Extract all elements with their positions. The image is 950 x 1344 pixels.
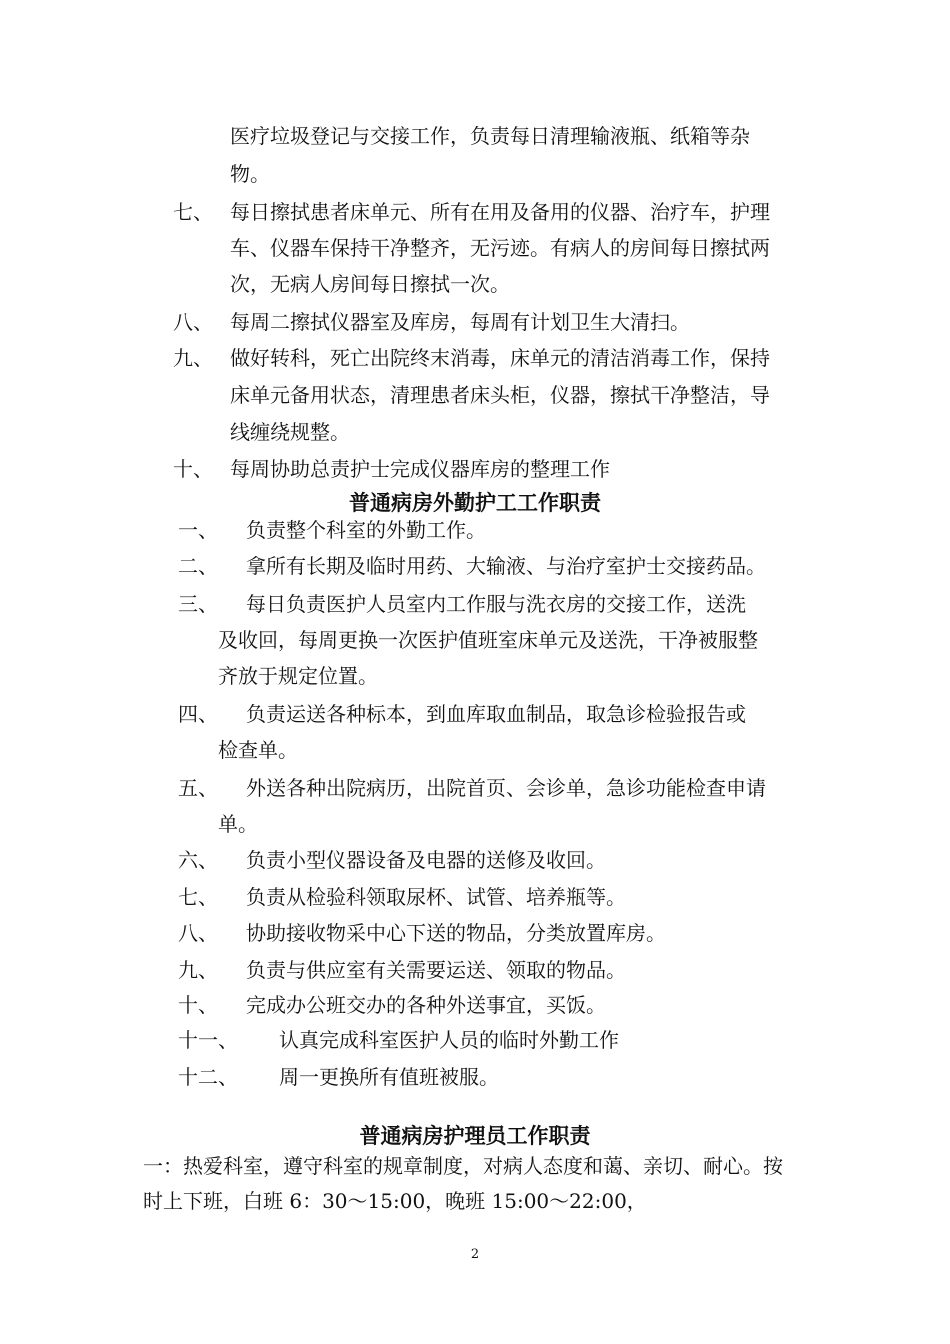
item-number: 十、: [173, 457, 213, 481]
text-line: 周一更换所有值班被服。: [279, 1065, 499, 1089]
page-number: 2: [470, 1247, 480, 1262]
item-number: 八、: [173, 310, 213, 334]
section-title: 普通病房护理员工作职责: [359, 1123, 591, 1148]
text-line: 每周二擦拭仪器室及库房，每周有计划卫生大清扫。: [230, 310, 690, 334]
item-number: 五、: [178, 776, 218, 800]
item-number: 八、: [178, 921, 218, 945]
text-line: 每周协助总责护士完成仪器库房的整理工作: [230, 457, 610, 481]
text-line: 时上下班，白班 6：30～15:00，晚班 15:00～22:00，: [143, 1189, 647, 1213]
item-number: 三、: [178, 592, 218, 616]
text-line: 外送各种出院病历，出院首页、会诊单，急诊功能检查申请: [246, 776, 766, 800]
text-line: 完成办公班交办的各种外送事宜，买饭。: [246, 993, 606, 1017]
text-line: 齐放于规定位置。: [218, 664, 378, 688]
text-line: 单。: [218, 812, 258, 836]
item-number: 九、: [178, 958, 218, 982]
text-line: 负责小型仪器设备及电器的送修及收回。: [246, 848, 606, 872]
item-number: 七、: [178, 885, 218, 909]
item-number: 一、: [178, 518, 218, 542]
text-line: 每日擦拭患者床单元、所有在用及备用的仪器、治疗车，护理: [230, 200, 770, 224]
text-line: 次，无病人房间每日擦拭一次。: [230, 272, 510, 296]
text-line: 每日负责医护人员室内工作服与洗衣房的交接工作，送洗: [246, 592, 746, 616]
item-number: 六、: [178, 848, 218, 872]
item-number: 十、: [178, 993, 218, 1017]
text-line: 认真完成科室医护人员的临时外勤工作: [279, 1028, 619, 1052]
text-line: 医疗垃圾登记与交接工作，负责每日清理输液瓶、纸箱等杂: [230, 124, 750, 148]
text-line: 做好转科，死亡出院终末消毒，床单元的清洁消毒工作，保持: [230, 346, 770, 370]
text-line: 负责运送各种标本，到血库取血制品，取急诊检验报告或: [246, 702, 746, 726]
text-line: 协助接收物采中心下送的物品，分类放置库房。: [246, 921, 666, 945]
item-number: 七、: [173, 200, 213, 224]
item-number: 九、: [173, 346, 213, 370]
item-number: 十一、: [178, 1028, 238, 1052]
text-line: 拿所有长期及临时用药、大输液、与治疗室护士交接药品。: [246, 554, 766, 578]
text-line: 负责与供应室有关需要运送、领取的物品。: [246, 958, 626, 982]
text-line: 物。: [230, 162, 270, 186]
section-title: 普通病房外勤护工工作职责: [349, 490, 601, 515]
text-line: 检查单。: [218, 738, 298, 762]
text-line: 一：热爱科室，遵守科室的规章制度，对病人态度和蔼、亲切、耐心。按: [143, 1154, 783, 1178]
text-line: 线缠绕规整。: [230, 420, 350, 444]
item-number: 四、: [178, 702, 218, 726]
text-line: 及收回，每周更换一次医护值班室床单元及送洗，干净被服整: [218, 628, 758, 652]
item-number: 十二、: [178, 1065, 238, 1089]
text-line: 车、仪器车保持干净整齐，无污迹。有病人的房间每日擦拭两: [230, 236, 770, 260]
text-line: 负责从检验科领取尿杯、试管、培养瓶等。: [246, 885, 626, 909]
text-line: 床单元备用状态，清理患者床头柜，仪器，擦拭干净整洁，导: [230, 383, 770, 407]
text-line: 负责整个科室的外勤工作。: [246, 518, 486, 542]
item-number: 二、: [178, 554, 218, 578]
